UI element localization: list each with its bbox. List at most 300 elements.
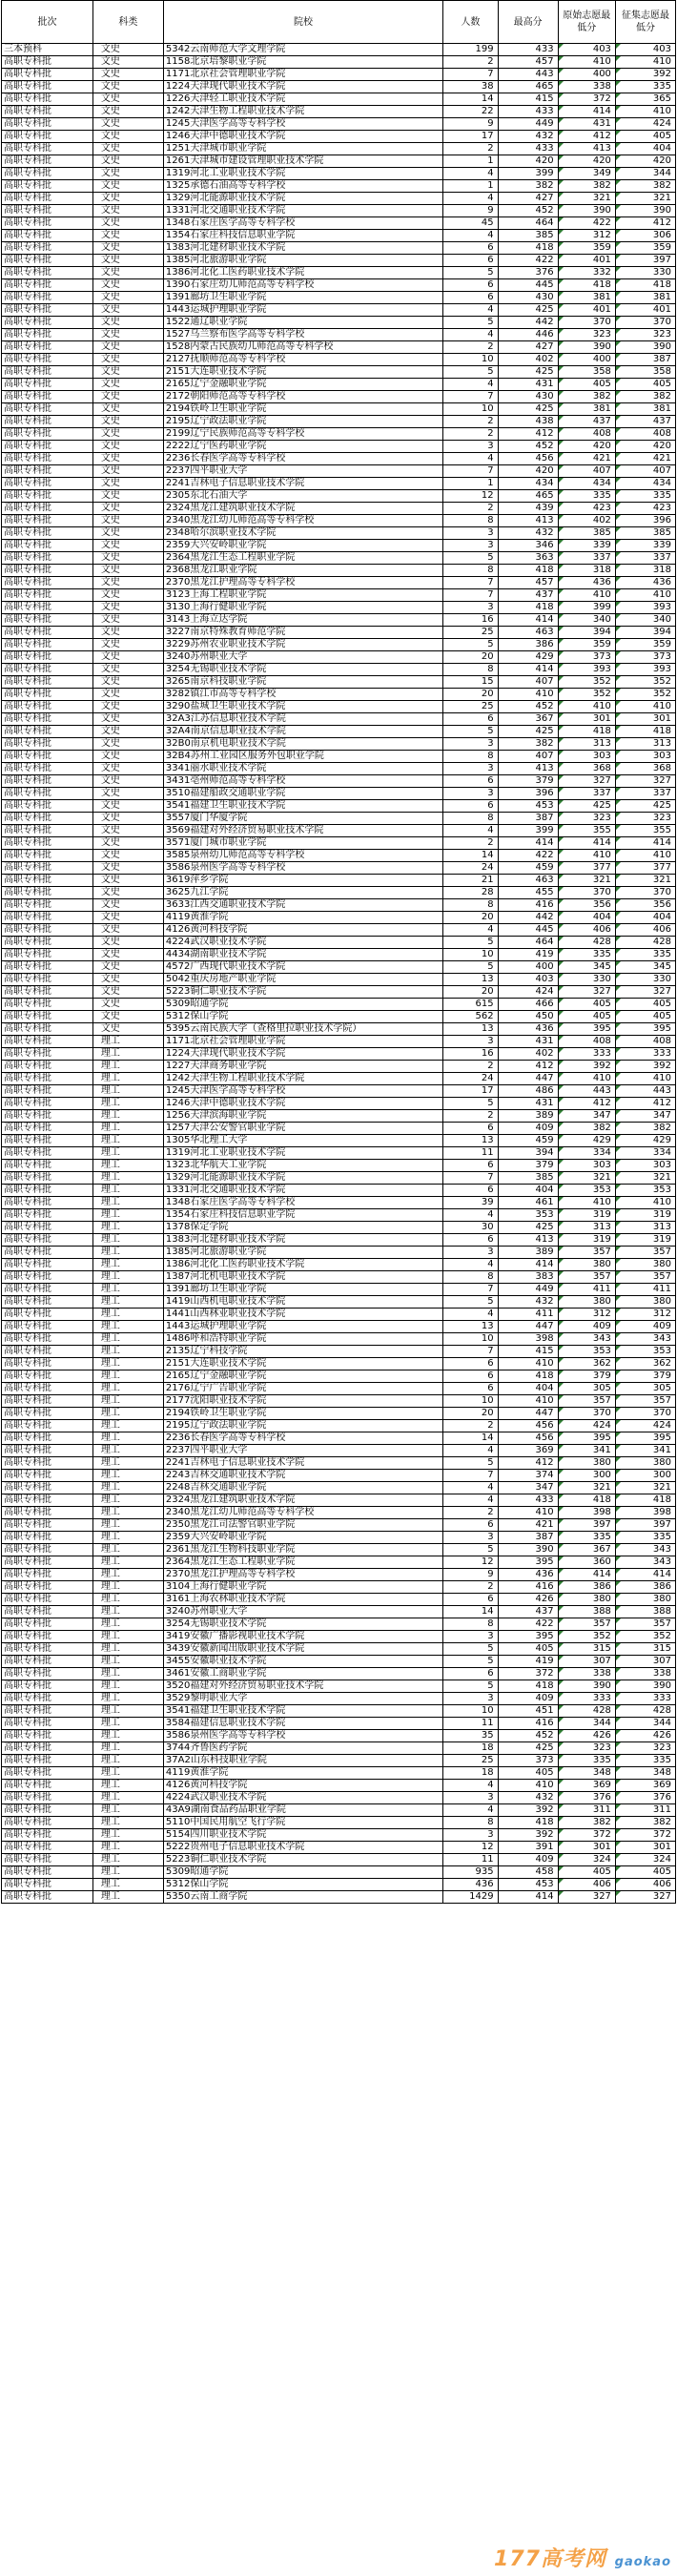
cell-original-min: 370	[558, 887, 615, 899]
cell-category: 文史	[92, 974, 163, 986]
cell-category: 理工	[92, 1470, 163, 1482]
cell-solicit-min: 347	[615, 1110, 675, 1123]
cell-school: 4119黄淮学院	[163, 912, 442, 924]
cell-original-min: 404	[558, 912, 615, 924]
cell-count: 8	[443, 515, 499, 527]
cell-max-score: 422	[498, 255, 558, 267]
cell-solicit-min: 404	[615, 912, 675, 924]
cell-original-min: 390	[558, 205, 615, 217]
cell-max-score: 422	[498, 1618, 558, 1631]
cell-category: 理工	[92, 1098, 163, 1110]
cell-school: 1443运城护理职业学院	[163, 304, 442, 317]
cell-original-min: 333	[558, 1048, 615, 1061]
cell-category: 文史	[92, 155, 163, 168]
cell-category: 文史	[92, 602, 163, 614]
table-row	[2, 899, 676, 912]
cell-batch: 高职专科批	[2, 1395, 93, 1408]
cell-max-score: 433	[498, 143, 558, 155]
cell-batch: 高职专科批	[2, 366, 93, 379]
cell-solicit-min: 424	[615, 118, 675, 131]
cell-category: 理工	[92, 1284, 163, 1296]
cell-batch: 高职专科批	[2, 1656, 93, 1668]
cell-batch: 高职专科批	[2, 93, 93, 106]
cell-category: 理工	[92, 1767, 163, 1780]
table-row	[2, 44, 676, 56]
cell-solicit-min: 418	[615, 279, 675, 292]
cell-original-min: 385	[558, 527, 615, 540]
cell-max-score: 431	[498, 1098, 558, 1110]
cell-school: 5042重庆房地产职业学院	[163, 974, 442, 986]
cell-category: 文史	[92, 738, 163, 751]
cell-solicit-min: 410	[615, 1073, 675, 1085]
cell-school: 2241吉林电子信息职业技术学院	[163, 1457, 442, 1470]
cell-batch: 高职专科批	[2, 255, 93, 267]
cell-batch: 高职专科批	[2, 862, 93, 875]
cell-category: 理工	[92, 1668, 163, 1680]
cell-solicit-min: 390	[615, 341, 675, 354]
cell-original-min: 357	[558, 1247, 615, 1259]
cell-count: 10	[443, 1395, 499, 1408]
cell-solicit-min: 344	[615, 168, 675, 180]
cell-category: 理工	[92, 1370, 163, 1383]
cell-batch: 高职专科批	[2, 999, 93, 1011]
cell-max-score: 399	[498, 825, 558, 837]
cell-batch: 高职专科批	[2, 875, 93, 887]
cell-original-min: 321	[558, 1482, 615, 1494]
cell-batch: 高职专科批	[2, 230, 93, 242]
cell-batch: 高职专科批	[2, 1631, 93, 1643]
cell-count: 13	[443, 974, 499, 986]
cell-original-min: 405	[558, 379, 615, 391]
cell-category: 理工	[92, 1854, 163, 1866]
cell-count: 16	[443, 1048, 499, 1061]
cell-school: 1391廊坊卫生职业学院	[163, 292, 442, 304]
cell-school: 2127抚顺师范高等专科学校	[163, 354, 442, 366]
table-row	[2, 515, 676, 527]
cell-category: 文史	[92, 267, 163, 279]
table-row	[2, 366, 676, 379]
cell-count: 3	[443, 738, 499, 751]
cell-school: 1257天津公安警官职业学院	[163, 1123, 442, 1135]
cell-batch: 高职专科批	[2, 168, 93, 180]
cell-original-min: 410	[558, 1073, 615, 1085]
table-row	[2, 689, 676, 701]
cell-category: 文史	[92, 490, 163, 503]
cell-solicit-min: 321	[615, 1172, 675, 1185]
cell-category: 理工	[92, 1147, 163, 1160]
cell-solicit-min: 321	[615, 193, 675, 205]
cell-school: 2340黑龙江幼儿师范高等专科学校	[163, 1507, 442, 1519]
cell-count: 3	[443, 788, 499, 800]
cell-original-min: 323	[558, 813, 615, 825]
cell-max-score: 432	[498, 131, 558, 143]
cell-original-min: 405	[558, 1866, 615, 1879]
cell-solicit-min: 335	[615, 1532, 675, 1544]
cell-batch: 高职专科批	[2, 441, 93, 453]
table-row	[2, 168, 676, 180]
cell-school: 1171北京社会管理职业学院	[163, 1036, 442, 1048]
cell-max-score: 452	[498, 441, 558, 453]
cell-school: 1323北华航天工业学院	[163, 1160, 442, 1172]
table-row	[2, 503, 676, 515]
cell-batch: 高职专科批	[2, 1705, 93, 1718]
cell-school: 5222贵州电子信息职业技术学院	[163, 1842, 442, 1854]
cell-solicit-min: 333	[615, 1048, 675, 1061]
cell-category: 理工	[92, 1420, 163, 1432]
cell-max-score: 419	[498, 949, 558, 961]
cell-category: 文史	[92, 168, 163, 180]
cell-category: 理工	[92, 1755, 163, 1767]
cell-count: 39	[443, 1197, 499, 1209]
table-row	[2, 453, 676, 465]
cell-batch: 高职专科批	[2, 565, 93, 577]
cell-category: 理工	[92, 1556, 163, 1569]
cell-category: 文史	[92, 589, 163, 602]
table-row	[2, 1718, 676, 1730]
cell-original-min: 410	[558, 589, 615, 602]
cell-batch: 高职专科批	[2, 1296, 93, 1309]
cell-solicit-min: 443	[615, 1085, 675, 1098]
cell-count: 3	[443, 1036, 499, 1048]
cell-count: 2	[443, 1061, 499, 1073]
cell-max-score: 346	[498, 540, 558, 552]
table-row	[2, 961, 676, 974]
table-row	[2, 1061, 676, 1073]
cell-count: 8	[443, 813, 499, 825]
cell-max-score: 376	[498, 267, 558, 279]
cell-solicit-min: 352	[615, 689, 675, 701]
table-row	[2, 304, 676, 317]
cell-count: 6	[443, 800, 499, 813]
cell-school: 2195辽宁政法职业学院	[163, 1420, 442, 1432]
cell-solicit-min: 408	[615, 428, 675, 441]
cell-original-min: 380	[558, 1594, 615, 1606]
cell-school: 37A2山东科技职业学院	[163, 1755, 442, 1767]
cell-category: 文史	[92, 317, 163, 329]
cell-max-score: 436	[498, 1569, 558, 1581]
cell-count: 615	[443, 999, 499, 1011]
cell-category: 理工	[92, 1631, 163, 1643]
cell-category: 理工	[92, 1271, 163, 1284]
cell-school: 5312保山学院	[163, 1879, 442, 1891]
cell-original-min: 337	[558, 552, 615, 565]
cell-max-score: 410	[498, 1780, 558, 1792]
cell-solicit-min: 318	[615, 565, 675, 577]
cell-count: 11	[443, 1147, 499, 1160]
cell-batch: 高职专科批	[2, 515, 93, 527]
cell-school: 2236长春医学高等专科学校	[163, 1432, 442, 1445]
cell-batch: 高职专科批	[2, 1643, 93, 1656]
cell-school: 3571厦门城市职业学院	[163, 837, 442, 850]
cell-category: 文史	[92, 416, 163, 428]
cell-batch: 高职专科批	[2, 1432, 93, 1445]
cell-original-min: 355	[558, 825, 615, 837]
cell-count: 6	[443, 292, 499, 304]
cell-school: 2237四平职业大学	[163, 465, 442, 478]
cell-batch: 高职专科批	[2, 1085, 93, 1098]
cell-school: 1246天津中德职业技术学院	[163, 131, 442, 143]
cell-count: 4	[443, 1309, 499, 1321]
cell-count: 7	[443, 1172, 499, 1185]
cell-original-min: 436	[558, 577, 615, 589]
cell-school: 1386河北化工医药职业技术学院	[163, 267, 442, 279]
cell-count: 25	[443, 1755, 499, 1767]
table-row	[2, 1247, 676, 1259]
cell-school: 3130上海行健职业学院	[163, 602, 442, 614]
cell-school: 3265南京科技职业学院	[163, 676, 442, 689]
cell-batch: 高职专科批	[2, 986, 93, 999]
cell-solicit-min: 353	[615, 1185, 675, 1197]
cell-count: 4	[443, 304, 499, 317]
table-row	[2, 1445, 676, 1457]
cell-original-min: 338	[558, 81, 615, 93]
cell-max-score: 458	[498, 1866, 558, 1879]
cell-count: 11	[443, 1854, 499, 1866]
cell-batch: 高职专科批	[2, 1470, 93, 1482]
cell-category: 理工	[92, 1544, 163, 1556]
cell-original-min: 401	[558, 255, 615, 267]
cell-count: 25	[443, 627, 499, 639]
cell-school: 3104上海行健职业学院	[163, 1581, 442, 1594]
cell-count: 4	[443, 825, 499, 837]
table-row	[2, 1408, 676, 1420]
cell-batch: 高职专科批	[2, 354, 93, 366]
cell-school: 2243吉林交通职业技术学院	[163, 1470, 442, 1482]
cell-solicit-min: 392	[615, 69, 675, 81]
cell-batch: 高职专科批	[2, 106, 93, 118]
cell-category: 文史	[92, 651, 163, 664]
cell-solicit-min: 307	[615, 1656, 675, 1668]
cell-school: 3744齐鲁医药学院	[163, 1742, 442, 1755]
table-row	[2, 180, 676, 193]
cell-solicit-min: 398	[615, 1507, 675, 1519]
cell-count: 6	[443, 1668, 499, 1680]
cell-school: 2236长春医学高等专科学校	[163, 453, 442, 465]
cell-category: 理工	[92, 1061, 163, 1073]
table-row	[2, 1147, 676, 1160]
table-row	[2, 887, 676, 899]
cell-max-score: 425	[498, 1742, 558, 1755]
cell-batch: 高职专科批	[2, 1755, 93, 1767]
cell-school: 1329河北能源职业技术学院	[163, 1172, 442, 1185]
cell-original-min: 382	[558, 1817, 615, 1829]
cell-category: 理工	[92, 1346, 163, 1358]
cell-school: 2248吉林交通职业学院	[163, 1482, 442, 1494]
cell-count: 20	[443, 651, 499, 664]
cell-max-score: 449	[498, 118, 558, 131]
cell-max-score: 461	[498, 1197, 558, 1209]
cell-category: 理工	[92, 1569, 163, 1581]
cell-max-score: 427	[498, 341, 558, 354]
cell-batch: 高职专科批	[2, 1408, 93, 1420]
cell-category: 文史	[92, 999, 163, 1011]
cell-category: 文史	[92, 701, 163, 713]
cell-school: 3240苏州职业大学	[163, 651, 442, 664]
cell-original-min: 349	[558, 168, 615, 180]
cell-original-min: 422	[558, 217, 615, 230]
cell-category: 文史	[92, 106, 163, 118]
table-row	[2, 788, 676, 800]
cell-count: 4	[443, 329, 499, 341]
cell-original-min: 434	[558, 478, 615, 490]
cell-solicit-min: 404	[615, 143, 675, 155]
cell-solicit-min: 301	[615, 1842, 675, 1854]
cell-solicit-min: 373	[615, 651, 675, 664]
admission-score-table	[1, 0, 676, 1904]
cell-school: 3143上海立达学院	[163, 614, 442, 627]
cell-original-min: 390	[558, 341, 615, 354]
cell-batch: 高职专科批	[2, 242, 93, 255]
cell-solicit-min: 330	[615, 974, 675, 986]
cell-count: 10	[443, 949, 499, 961]
cell-batch: 高职专科批	[2, 391, 93, 403]
cell-school: 32A3江苏信息职业技术学院	[163, 713, 442, 726]
cell-category: 理工	[92, 1383, 163, 1395]
cell-category: 理工	[92, 1234, 163, 1247]
cell-count: 8	[443, 1618, 499, 1631]
cell-solicit-min: 386	[615, 1581, 675, 1594]
cell-original-min: 319	[558, 1209, 615, 1222]
table-row	[2, 1643, 676, 1656]
cell-school: 5110中国民用航空飞行学院	[163, 1817, 442, 1829]
cell-count: 5	[443, 366, 499, 379]
cell-max-score: 414	[498, 1259, 558, 1271]
cell-solicit-min: 303	[615, 751, 675, 763]
cell-category: 文史	[92, 180, 163, 193]
cell-max-score: 410	[498, 1507, 558, 1519]
cell-solicit-min: 395	[615, 1023, 675, 1036]
cell-batch: 高职专科批	[2, 1556, 93, 1569]
cell-original-min: 390	[558, 1680, 615, 1693]
cell-max-score: 412	[498, 1457, 558, 1470]
cell-category: 理工	[92, 1197, 163, 1209]
table-row	[2, 1160, 676, 1172]
cell-original-min: 347	[558, 1110, 615, 1123]
cell-original-min: 418	[558, 726, 615, 738]
cell-max-score: 434	[498, 478, 558, 490]
cell-batch: 高职专科批	[2, 664, 93, 676]
cell-category: 理工	[92, 1606, 163, 1618]
cell-max-score: 407	[498, 676, 558, 689]
cell-original-min: 428	[558, 937, 615, 949]
cell-school: 2324黑龙江建筑职业技术学院	[163, 1494, 442, 1507]
cell-batch: 高职专科批	[2, 850, 93, 862]
cell-original-min: 400	[558, 354, 615, 366]
cell-solicit-min: 335	[615, 949, 675, 961]
cell-school: 2364黑龙江生态工程职业学院	[163, 552, 442, 565]
cell-original-min: 357	[558, 1271, 615, 1284]
cell-school: 1319河北工业职业技术学院	[163, 1147, 442, 1160]
cell-count: 8	[443, 1817, 499, 1829]
cell-original-min: 412	[558, 131, 615, 143]
cell-original-min: 408	[558, 1036, 615, 1048]
table-row	[2, 1023, 676, 1036]
cell-original-min: 305	[558, 1383, 615, 1395]
cell-solicit-min: 395	[615, 1432, 675, 1445]
cell-batch: 高职专科批	[2, 1123, 93, 1135]
table-row	[2, 155, 676, 168]
table-row	[2, 763, 676, 775]
table-row	[2, 912, 676, 924]
cell-count: 22	[443, 106, 499, 118]
table-row	[2, 775, 676, 788]
cell-solicit-min: 410	[615, 56, 675, 69]
cell-max-score: 385	[498, 230, 558, 242]
table-row	[2, 1172, 676, 1185]
cell-max-score: 452	[498, 205, 558, 217]
cell-max-score: 459	[498, 1135, 558, 1147]
cell-original-min: 408	[558, 428, 615, 441]
cell-max-score: 433	[498, 44, 558, 56]
cell-original-min: 334	[558, 1147, 615, 1160]
cell-batch: 高职专科批	[2, 937, 93, 949]
cell-max-score: 438	[498, 416, 558, 428]
cell-batch: 高职专科批	[2, 1098, 93, 1110]
table-row	[2, 1284, 676, 1296]
cell-solicit-min: 321	[615, 875, 675, 887]
cell-max-score: 464	[498, 937, 558, 949]
cell-count: 38	[443, 81, 499, 93]
cell-solicit-min: 372	[615, 1829, 675, 1842]
cell-batch: 高职专科批	[2, 1023, 93, 1036]
cell-max-score: 456	[498, 1420, 558, 1432]
cell-max-score: 420	[498, 465, 558, 478]
cell-batch: 高职专科批	[2, 465, 93, 478]
cell-max-score: 450	[498, 1011, 558, 1023]
table-row	[2, 1234, 676, 1247]
cell-solicit-min: 344	[615, 1718, 675, 1730]
cell-solicit-min: 343	[615, 1556, 675, 1569]
cell-max-score: 391	[498, 1842, 558, 1854]
header-count: 人数	[443, 1, 499, 44]
cell-school: 3254无锡职业技术学院	[163, 664, 442, 676]
cell-max-score: 432	[498, 1296, 558, 1309]
cell-category: 文史	[92, 788, 163, 800]
cell-original-min: 393	[558, 664, 615, 676]
cell-school: 2368黑龙江职业学院	[163, 565, 442, 577]
cell-category: 理工	[92, 1358, 163, 1370]
cell-original-min: 330	[558, 974, 615, 986]
cell-batch: 高职专科批	[2, 1271, 93, 1284]
cell-batch: 高职专科批	[2, 131, 93, 143]
cell-batch: 高职专科批	[2, 1866, 93, 1879]
cell-school: 1224天津现代职业技术学院	[163, 81, 442, 93]
cell-school: 5312保山学院	[163, 1011, 442, 1023]
cell-solicit-min: 436	[615, 577, 675, 589]
table-row	[2, 354, 676, 366]
cell-original-min: 344	[558, 1718, 615, 1730]
cell-category: 理工	[92, 1742, 163, 1755]
cell-batch: 高职专科批	[2, 1854, 93, 1866]
cell-school: 2165辽宁金融职业学院	[163, 1370, 442, 1383]
cell-batch: 高职专科批	[2, 503, 93, 515]
table-row	[2, 69, 676, 81]
cell-batch: 高职专科批	[2, 1532, 93, 1544]
cell-max-score: 451	[498, 1705, 558, 1718]
cell-count: 7	[443, 69, 499, 81]
cell-original-min: 356	[558, 899, 615, 912]
table-row	[2, 1048, 676, 1061]
cell-category: 文史	[92, 131, 163, 143]
cell-solicit-min: 369	[615, 1780, 675, 1792]
cell-school: 2340黑龙江幼儿师范高等专科学校	[163, 515, 442, 527]
cell-school: 1386河北化工医药职业技术学院	[163, 1259, 442, 1271]
cell-max-score: 456	[498, 1432, 558, 1445]
cell-solicit-min: 429	[615, 1135, 675, 1147]
cell-count: 10	[443, 403, 499, 416]
cell-count: 3	[443, 1829, 499, 1842]
cell-max-score: 418	[498, 565, 558, 577]
